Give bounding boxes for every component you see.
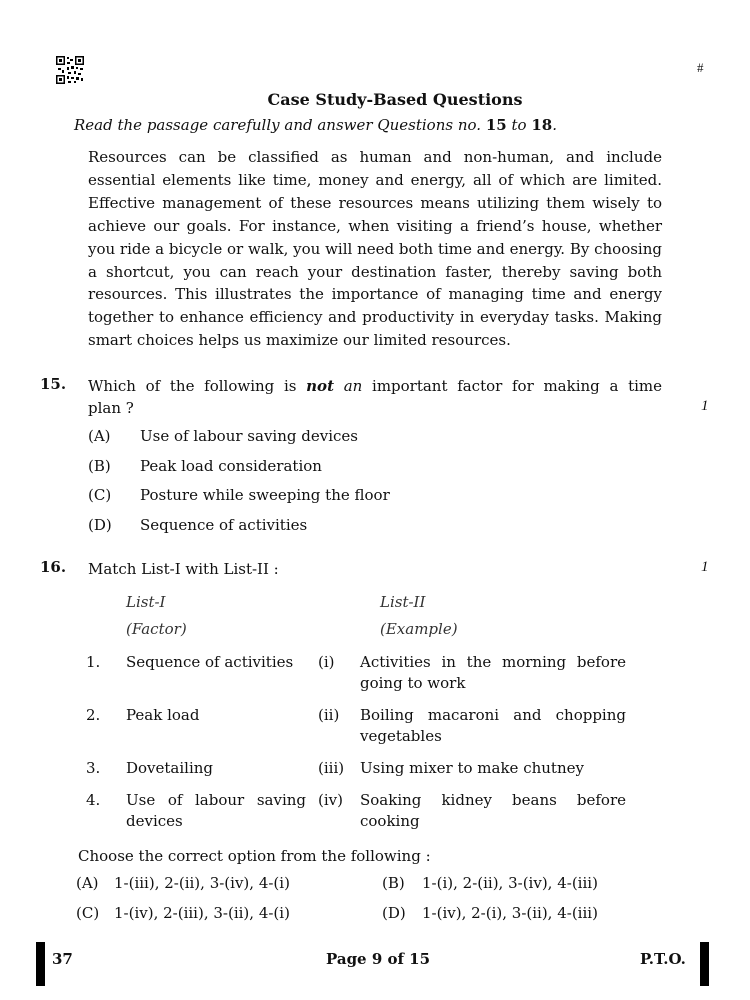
- q16-option-c-text: 1-(iv), 2-(iii), 3-(ii), 4-(i): [114, 904, 290, 922]
- list1-subtitle: (Factor): [126, 620, 187, 638]
- question-16-text: Match List-I with List-II :: [88, 560, 279, 578]
- match-row-1-number: 1.: [86, 653, 101, 671]
- match-row-3-example: Using mixer to make chutney: [360, 759, 584, 777]
- q15-option-c-text: Posture while sweeping the floor: [140, 486, 390, 504]
- match-row-1-roman: (i): [318, 653, 335, 671]
- question-15-text-before: Which of the following is: [88, 377, 297, 395]
- q16-option-a-text: 1-(iii), 2-(ii), 3-(iv), 4-(i): [114, 874, 290, 892]
- case-passage: Resources can be classified as human and non-human, and include essential elements like time, money and energy, all of which are limited. Effective management of these resources means utilizing them wisely to achieve our goals. For instance, when visiting a friend’s house, whether you ride a bicycle or walk, you will need both time and energy. By choosing a shortcut, you can reach your destination faster, thereby saving both resources. This illustrates the importance of managing time and energy together to enhance efficiency and productivity in everyday tasks. Making smart choices helps us maximize our limited resources.: [88, 148, 662, 350]
- q15-option-d-text: Sequence of activities: [140, 516, 308, 534]
- footer-code: 37: [52, 950, 73, 968]
- q16-option-a-label: (A): [76, 874, 99, 892]
- match-row-1-factor: Sequence of activities: [126, 653, 294, 671]
- question-15-emphasis-not: not: [306, 377, 334, 395]
- match-row-4-factor: Use of labour saving devices: [126, 791, 306, 830]
- question-15-emphasis-an: an: [343, 377, 363, 395]
- q15-option-b-label: (B): [88, 457, 111, 475]
- instruction-suffix: .: [552, 116, 557, 134]
- list2-subtitle: (Example): [380, 620, 458, 638]
- instruction-prefix: Read the passage carefully and answer Questions no.: [74, 116, 482, 134]
- question-15-text-line2: plan ?: [88, 399, 134, 417]
- q16-option-d-text: 1-(iv), 2-(i), 3-(ii), 4-(iii): [422, 904, 598, 922]
- match-row-4-roman: (iv): [318, 791, 343, 809]
- qr-code: [56, 56, 84, 84]
- instruction-mid: to: [511, 116, 527, 134]
- match-row-4-number: 4.: [86, 791, 101, 809]
- match-row-1-example: Activities in the morning before going to work: [360, 653, 626, 692]
- question-15-text-after: important factor for making a time: [372, 377, 663, 395]
- question-16-number: 16.: [40, 558, 67, 576]
- question-15-text-line1: [88, 375, 662, 397]
- q15-option-b-text: Peak load consideration: [140, 457, 322, 475]
- footer-right-bar: [700, 942, 709, 986]
- section-title: Case Study-Based Questions: [267, 90, 523, 109]
- list2-title: List-II: [380, 593, 426, 611]
- question-16-marks: 1: [701, 559, 709, 575]
- instruction-from: 15: [485, 116, 507, 134]
- instruction-to: 18: [531, 116, 553, 134]
- match-row-3-number: 3.: [86, 759, 101, 777]
- instruction: [74, 116, 557, 134]
- page-marker: #: [697, 60, 704, 75]
- match-row-2-factor: Peak load: [126, 706, 200, 724]
- q15-option-a-label: (A): [88, 427, 111, 445]
- list1-title: List-I: [126, 593, 166, 611]
- match-row-4-example: Soaking kidney beans before cooking: [360, 791, 626, 830]
- match-row-3-factor: Dovetailing: [126, 759, 214, 777]
- q15-option-c-label: (C): [88, 486, 112, 504]
- choose-instruction: Choose the correct option from the following :: [78, 847, 431, 865]
- question-15-number: 15.: [40, 375, 67, 393]
- q16-option-b-text: 1-(i), 2-(ii), 3-(iv), 4-(iii): [422, 874, 598, 892]
- q15-option-a-text: Use of labour saving devices: [140, 427, 358, 445]
- match-row-2-number: 2.: [86, 706, 101, 724]
- q15-option-d-label: (D): [88, 516, 112, 534]
- q16-option-b-label: (B): [382, 874, 405, 892]
- match-row-2-example: Boiling macaroni and chopping vegetables: [360, 706, 626, 745]
- footer-page-number: Page 9 of 15: [325, 950, 431, 968]
- footer-pto: P.T.O.: [640, 950, 686, 968]
- match-row-3-roman: (iii): [318, 759, 345, 777]
- q16-option-d-label: (D): [382, 904, 406, 922]
- match-row-2-roman: (ii): [318, 706, 340, 724]
- question-15-marks: 1: [701, 398, 709, 414]
- q16-option-c-label: (C): [76, 904, 100, 922]
